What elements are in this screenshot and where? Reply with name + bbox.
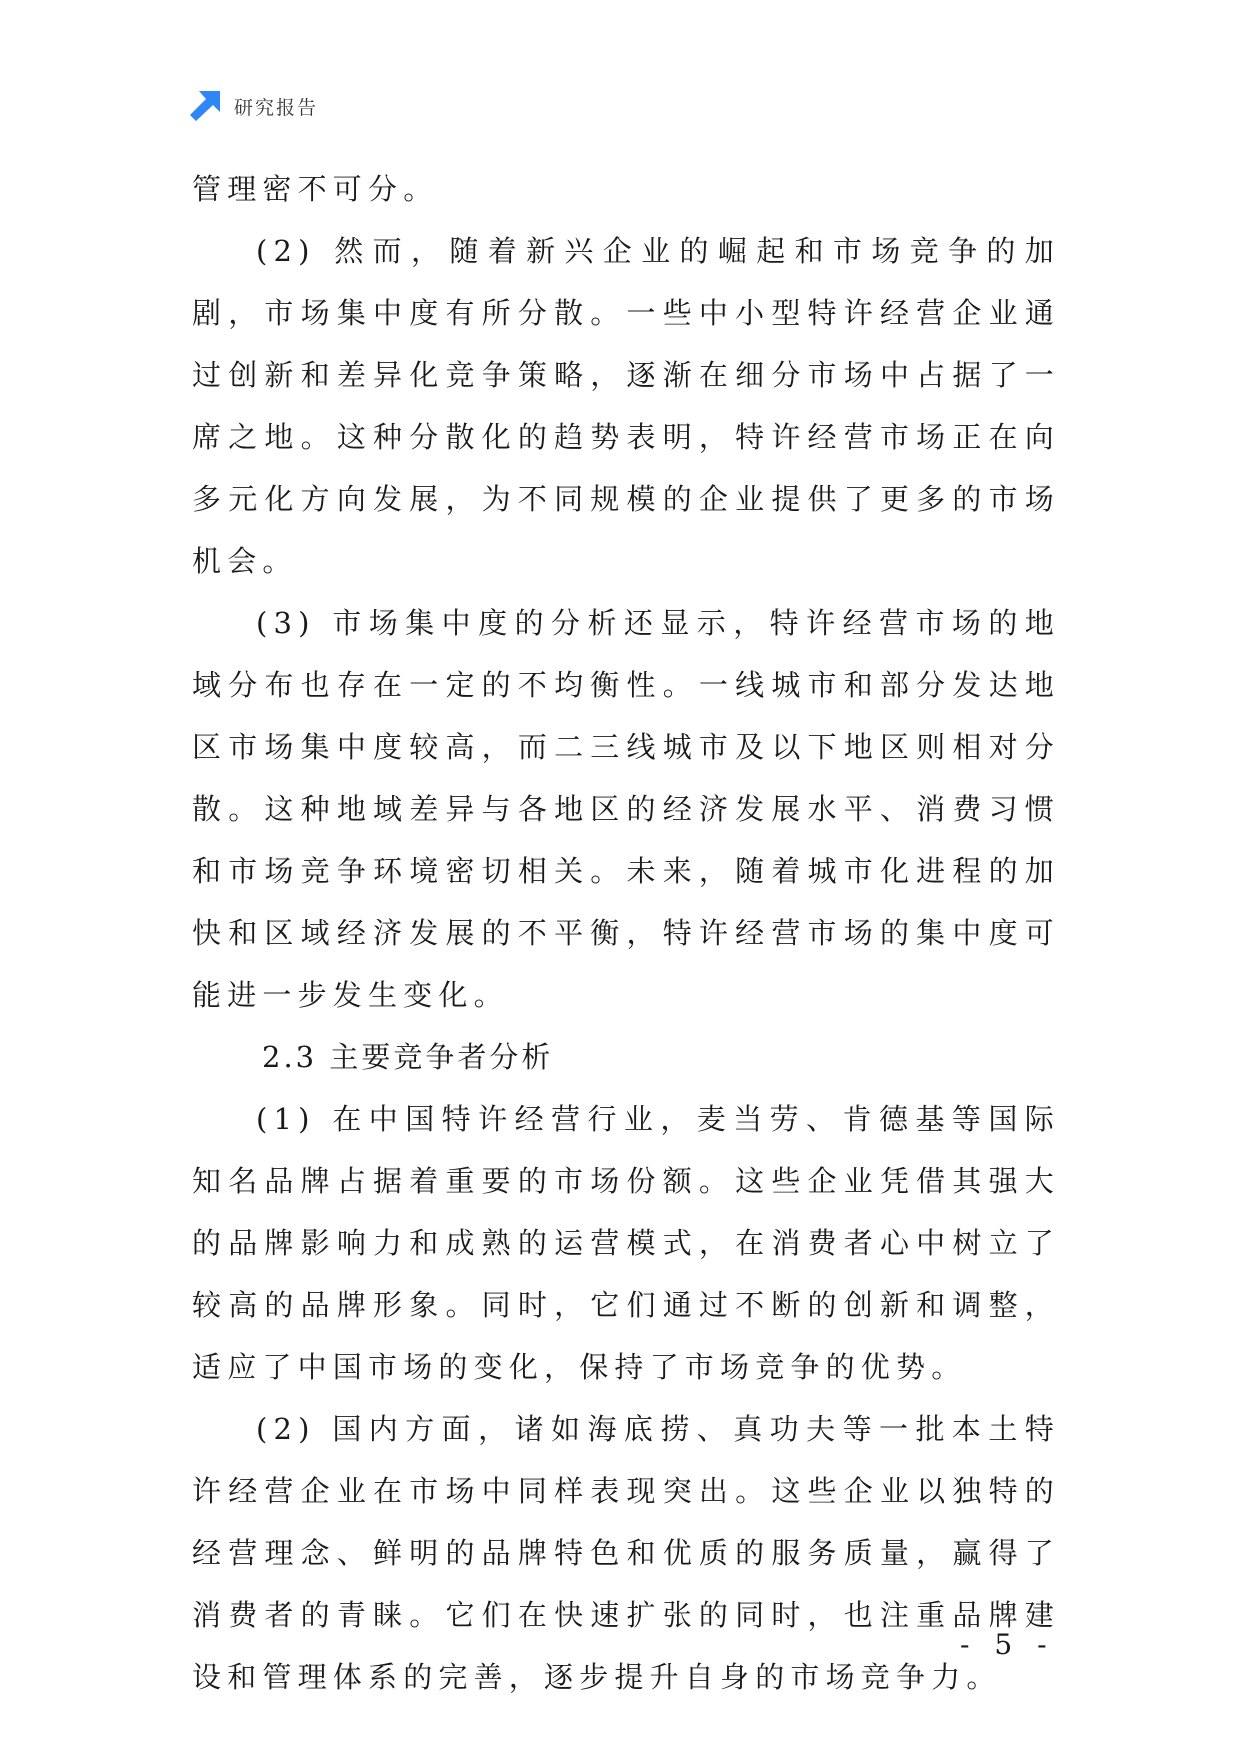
- page-header: [190, 88, 318, 124]
- arrow-up-right-icon: [190, 91, 220, 121]
- paragraph: (2) 国内方面，诸如海底捞、真功夫等一批本土特许经营企业在市场中同样表现突出。这些企业以独特的经营理念、鲜明的品牌特色和优质的服务质量，赢得了消费者的青睐。它们在快速扩张的同时，也注重品牌建设和管理体系的完善，逐步提升自身的市场竞争力。: [192, 1412, 1060, 1694]
- paragraph-continued: 管理密不可分。: [192, 172, 439, 206]
- paragraph: (2) 然而，随着新兴企业的崛起和市场竞争的加剧，市场集中度有所分散。一些中小型特许经营企业通过创新和差异化竞争策略，逐渐在细分市场中占据了一席之地。这种分散化的趋势表明，特许经营市场正在向多元化方向发展，为不同规模的企业提供了更多的市场机会。: [192, 234, 1060, 578]
- document-body: [192, 158, 1060, 1708]
- page-number: - 5 -: [960, 1628, 1055, 1661]
- paragraph: (3) 市场集中度的分析还显示，特许经营市场的地域分布也存在一定的不均衡性。一线城市和部分发达地区市场集中度较高，而二三线城市及以下地区则相对分散。这种地域差异与各地区的经济发展水平、消费习惯和市场竞争环境密切相关。未来，随着城市化进程的加快和区域经济发展的不平衡，特许经营市场的集中度可能进一步发生变化。: [192, 606, 1060, 1012]
- paragraph: (1) 在中国特许经营行业，麦当劳、肯德基等国际知名品牌占据着重要的市场份额。这些企业凭借其强大的品牌影响力和成熟的运营模式，在消费者心中树立了较高的品牌形象。同时，它们通过不断的创新和调整，适应了中国市场的变化，保持了市场竞争的优势。: [192, 1102, 1060, 1384]
- header-title: 研究报告: [234, 96, 319, 119]
- section-heading: 2.3 主要竞争者分析: [262, 1040, 554, 1074]
